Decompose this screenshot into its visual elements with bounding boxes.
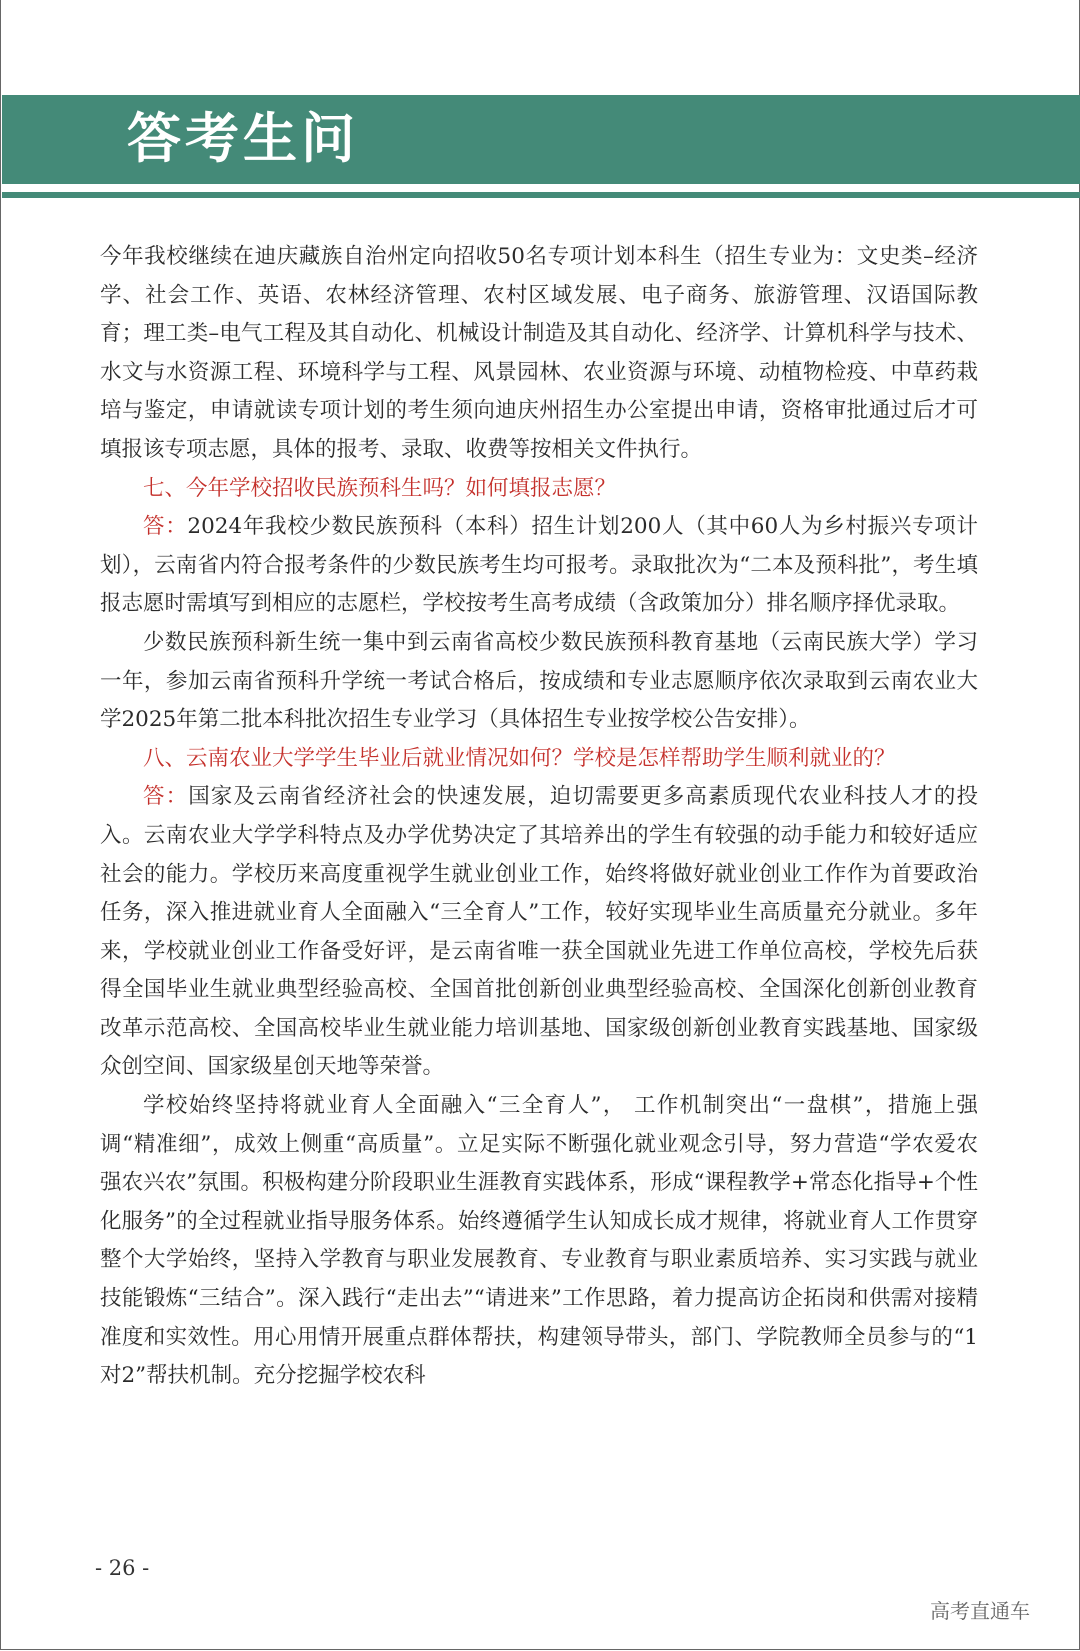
body-paragraph: 今年我校继续在迪庆藏族自治州定向招收50名专项计划本科生（招生专业为：文史类–经济学、社会工作、英语、农林经济管理、农村区域发展、电子商务、旅游管理、汉语国际教育；理工类–电气工程及其自动化、机械设计制造及其自动化、经济学、计算机科学与技术、水文与水资源工程、环境科学与工程、风景园林、农业资源与环境、动植物检疫、中草药栽培与鉴定，申请就读专项计划的考生须向迪庆州招生办公室提出申请，资格审批通过后才可填报该专项志愿，具体的报考、录取、收费等按相关文件执行。 bbox=[100, 244, 978, 462]
answer-label: 答： bbox=[143, 784, 189, 810]
watermark-text: 高考直通车 bbox=[930, 1599, 1030, 1623]
answer-paragraph bbox=[100, 508, 978, 624]
section-header-band bbox=[2, 95, 1080, 184]
question-heading: 八、云南农业大学学生毕业后就业情况如何？学校是怎样帮助学生顺利就业的？ bbox=[143, 745, 896, 771]
answer-paragraph bbox=[100, 778, 978, 1087]
question-heading: 七、今年学校招收民族预科生吗？如何填报志愿？ bbox=[143, 475, 617, 501]
answer-text: 2024年我校少数民族预科（本科）招生计划200人（其中60人为乡村振兴专项计划），云南省内符合报考条件的少数民族考生均可报考。录取批次为“二本及预科批”，考生填报志愿时需填写到相应的志愿栏，学校按考生高考成绩（含政策加分）排名顺序择优录取。 bbox=[100, 514, 978, 617]
article-body bbox=[100, 238, 978, 1396]
page-number: - 26 - bbox=[95, 1556, 150, 1580]
header-divider bbox=[2, 192, 1080, 198]
section-title: 答考生问 bbox=[127, 107, 359, 170]
body-paragraph: 少数民族预科新生统一集中到云南省高校少数民族预科教育基地（云南民族大学）学习一年，参加云南省预科升学统一考试合格后，按成绩和专业志愿顺序依次录取到云南农业大学2025年第二批本科批次招生专业学习（具体招生专业按学校公告安排）。 bbox=[100, 629, 978, 733]
body-paragraph: 学校始终坚持将就业育人全面融入“三全育人”， 工作机制突出“一盘棋”，措施上强调“精准细”，成效上侧重“高质量”。立足实际不断强化就业观念引导，努力营造“学农爱农 强农兴农”氛围。积极构建分阶段职业生涯教育实践体系，形成“课程教学+常态化指导+个性化服务”的全过程就业指导服务体系。始终遵循学生认知成长成才规律，将就业育人工作贯穿整个大学始终，坚持入学教育与职业发展教育、专业教育与职业素质培养、实习实践与就业技能锻炼“三结合”。深入践行“走出去”“请进来”工作思路，着力提高访企拓岗和供需对接精准度和实效性。用心用情开展重点群体帮扶，构建领导带头，部门、学院教师全员参与的“1对2”帮扶机制。充分挖掘学校农科 bbox=[100, 1093, 978, 1389]
answer-text: 国家及云南省经济社会的快速发展，迫切需要更多高素质现代农业科技人才的投入。云南农业大学学科特点及办学优势决定了其培养出的学生有较强的动手能力和较好适应社会的能力。学校历来高度重视学生就业创业工作，始终将做好就业创业工作作为首要政治任务，深入推进就业育人全面融入“三全育人”工作，较好实现毕业生高质量充分就业。多年来，学校就业创业工作备受好评，是云南省唯一获全国就业先进工作单位高校，学校先后获得全国毕业生就业典型经验高校、全国首批创新创业典型经验高校、全国深化创新创业教育改革示范高校、全国高校毕业生就业能力培训基地、国家级创新创业教育实践基地、国家级众创空间、国家级星创天地等荣誉。 bbox=[100, 784, 978, 1080]
answer-label: 答： bbox=[143, 514, 188, 540]
